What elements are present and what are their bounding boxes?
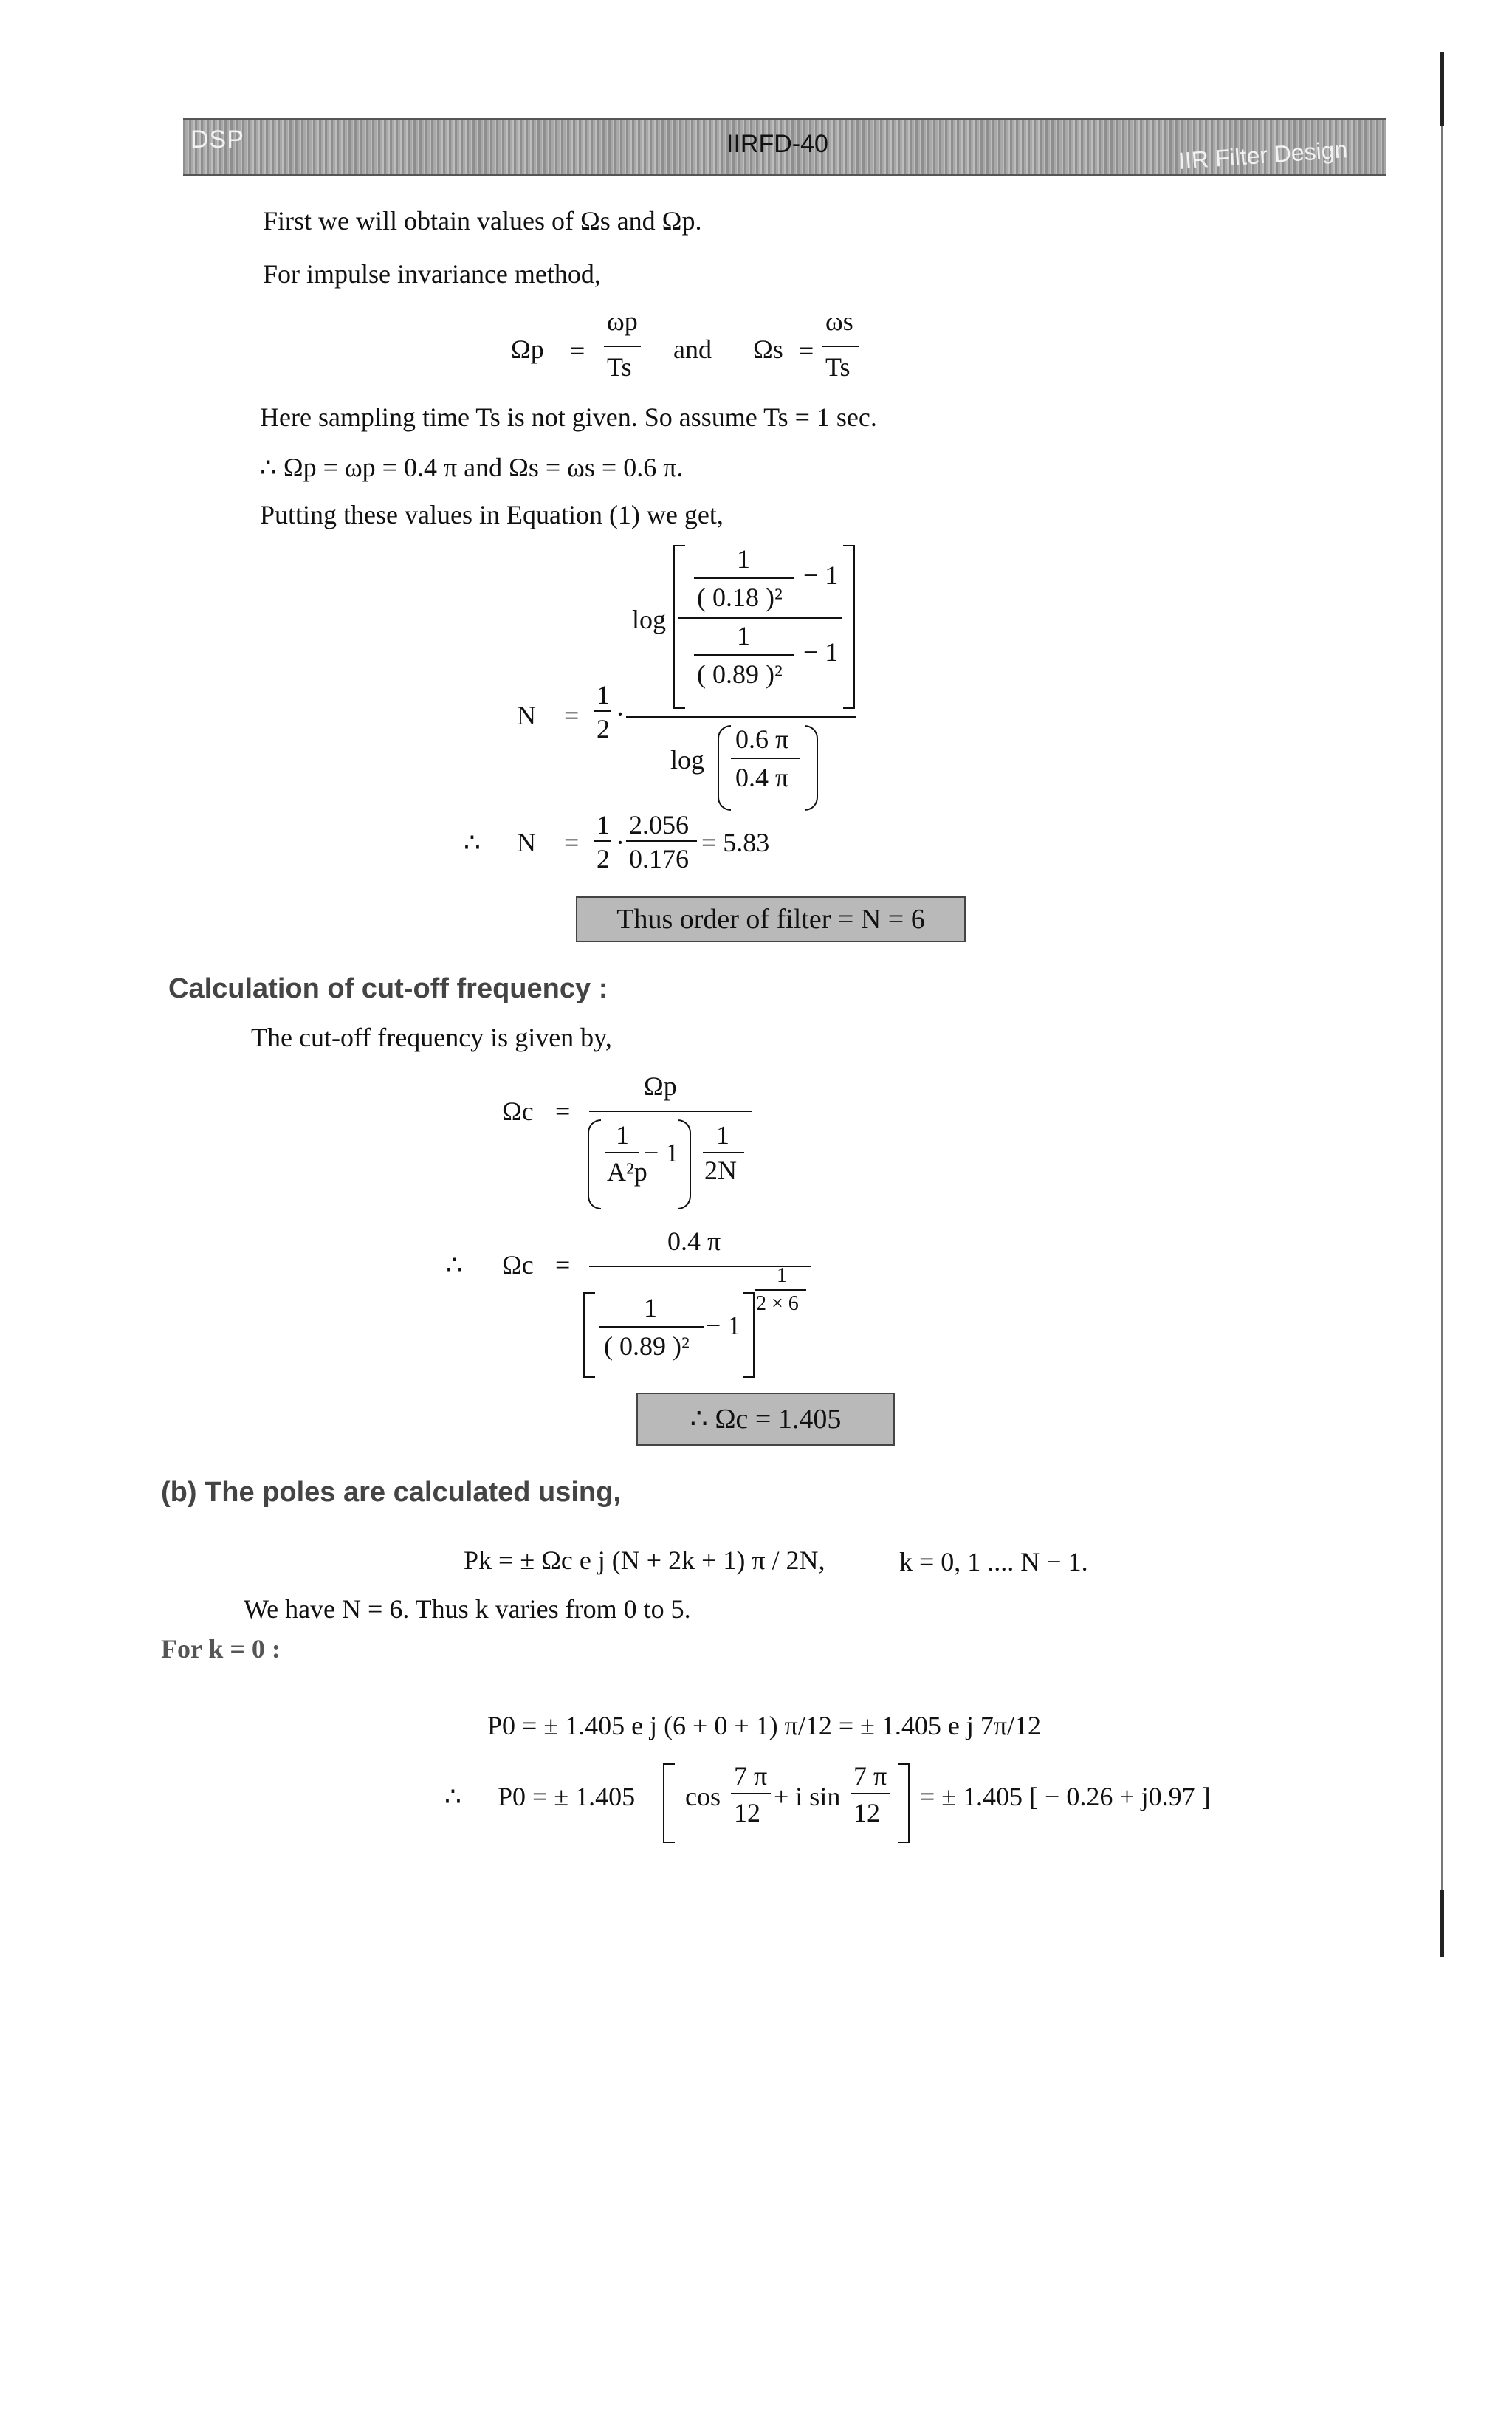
one-num-2: 1 — [644, 1293, 657, 1322]
val-den: 0.176 — [629, 844, 689, 874]
num-one-top: 1 — [737, 544, 750, 574]
N-symbol: N — [517, 701, 536, 730]
cos-frac-num: 7 π — [734, 1761, 768, 1791]
cos-frac-den: 12 — [734, 1798, 760, 1828]
intro-line-5: Putting these values in Equation (1) we get, — [260, 500, 724, 529]
fraction-line — [599, 1326, 704, 1328]
p0-line-1: P0 = ± 1.405 e j (6 + 0 + 1) π/12 = ± 1.405 e j 7π/12 — [487, 1711, 1042, 1740]
margin-mark-top — [1440, 52, 1444, 126]
therefore-2: ∴ — [446, 1250, 463, 1280]
poles-heading: (b) The poles are calculated using, — [161, 1477, 621, 1508]
one-num: 1 — [616, 1120, 629, 1150]
header-chapter: IIR Filter Design — [1177, 136, 1349, 174]
exp-den: 2N — [704, 1156, 737, 1185]
left-paren — [718, 725, 731, 811]
num-04pi: 0.4 π — [667, 1226, 721, 1256]
fraction-line — [589, 1111, 752, 1112]
half-den-2: 2 — [597, 844, 610, 874]
ap-squared: A²p — [607, 1157, 647, 1187]
fraction-line — [850, 1793, 890, 1794]
fraction-line — [626, 840, 697, 842]
fraction-line — [604, 346, 641, 347]
fraction-line — [731, 1793, 771, 1794]
fraction-line — [703, 1152, 744, 1153]
fraction-line — [822, 346, 859, 347]
intro-line-4: ∴ Ωp = ωp = 0.4 π and Ωs = ωs = 0.6 π. — [260, 453, 684, 482]
equals-N-2: = — [564, 828, 580, 857]
sin-frac-den: 12 — [853, 1798, 880, 1828]
main-fraction-line — [626, 716, 856, 718]
cutoff-heading: Calculation of cut-off frequency : — [168, 973, 608, 1004]
right-bracket-3 — [898, 1763, 910, 1843]
therefore-3: ∴ — [444, 1782, 461, 1811]
exp-num: 1 — [716, 1120, 729, 1150]
and-word: and — [673, 334, 712, 364]
poles-line: We have N = 6. Thus k varies from 0 to 5. — [244, 1594, 691, 1624]
cutoff-result-box: ∴ Ωc = 1.405 — [636, 1393, 895, 1446]
omega-c-symbol-2: Ωc — [502, 1250, 534, 1280]
equals-c-2: = — [555, 1250, 571, 1280]
ts-denominator-2: Ts — [825, 352, 850, 382]
omega-s-symbol: Ωs — [753, 334, 783, 364]
right-bracket-2 — [743, 1292, 755, 1378]
pk-formula: Pk = ± Ωc e j (N + 2k + 1) π / 2N, — [464, 1545, 825, 1575]
ts-denominator-1: Ts — [607, 352, 632, 382]
intro-line-1: First we will obtain values of Ωs and Ωp. — [263, 206, 702, 236]
omega-p-numerator: ωp — [607, 306, 638, 336]
minus-one-c-2: − 1 — [706, 1311, 741, 1340]
equals-c: = — [555, 1097, 571, 1126]
fraction-line — [755, 1289, 806, 1291]
intro-line-2: For impulse invariance method, — [263, 259, 601, 289]
ratio-num: 0.6 π — [735, 724, 789, 754]
fraction-line — [594, 710, 611, 712]
order-value: = 5.83 — [701, 828, 770, 857]
fraction-line — [694, 577, 794, 579]
log-label-2: log — [670, 745, 705, 775]
minus-one-bottom: − 1 — [803, 637, 839, 667]
left-paren — [588, 1119, 601, 1209]
right-paren — [678, 1119, 691, 1209]
intro-line-3: Here sampling time Ts is not given. So assume Ts = 1 sec. — [260, 402, 877, 432]
dot: · — [616, 699, 625, 729]
p0-lhs: P0 = ± 1.405 — [498, 1782, 636, 1811]
cutoff-intro: The cut-off frequency is given by, — [251, 1023, 612, 1052]
val-num: 2.056 — [629, 810, 689, 840]
exp2-num: 1 — [777, 1264, 787, 1287]
right-paren — [805, 725, 818, 811]
den-089-c: ( 0.89 )² — [604, 1331, 690, 1361]
dot-2: · — [616, 828, 625, 857]
omega-s-numerator: ωs — [825, 306, 853, 336]
N-symbol-2: N — [517, 828, 536, 857]
margin-line — [1441, 126, 1443, 1942]
equals-2: = — [799, 336, 814, 366]
omega-c-symbol: Ωc — [502, 1097, 534, 1126]
for-k0: For k = 0 : — [161, 1634, 281, 1664]
half-num-2: 1 — [597, 810, 610, 840]
header-subject: DSP — [190, 126, 244, 154]
minus-one-c: − 1 — [644, 1138, 679, 1167]
sin-frac-num: 7 π — [853, 1761, 887, 1791]
header-page-number: IIRFD-40 — [726, 130, 828, 158]
order-result-box: Thus order of filter = N = 6 — [576, 896, 966, 942]
left-bracket — [673, 545, 685, 709]
fraction-line — [594, 840, 611, 842]
left-bracket-2 — [583, 1292, 595, 1378]
num-one-bottom: 1 — [737, 621, 750, 651]
minus-one-top: − 1 — [803, 560, 839, 590]
isin-label: + i sin — [774, 1782, 841, 1811]
equals-1: = — [570, 336, 585, 366]
k-range: k = 0, 1 .... N − 1. — [899, 1547, 1088, 1576]
exp2-den: 2 × 6 — [756, 1292, 799, 1315]
equals-N: = — [564, 701, 580, 730]
fraction-line — [678, 617, 842, 619]
fraction-line — [605, 1152, 639, 1153]
therefore-1: ∴ — [464, 828, 481, 857]
half-num: 1 — [597, 680, 610, 710]
fraction-line — [694, 654, 794, 656]
left-bracket-3 — [663, 1763, 675, 1843]
margin-mark-bottom — [1440, 1890, 1444, 1957]
den-089: ( 0.89 )² — [697, 659, 783, 689]
omega-p-num: Ωp — [644, 1071, 677, 1101]
cos-label: cos — [685, 1782, 721, 1811]
right-bracket — [843, 545, 855, 709]
omega-p-symbol: Ωp — [511, 334, 544, 364]
half-den: 2 — [597, 714, 610, 744]
ratio-den: 0.4 π — [735, 763, 789, 792]
log-label-1: log — [632, 605, 667, 634]
p0-rhs: = ± 1.405 [ − 0.26 + j0.97 ] — [920, 1782, 1211, 1811]
fraction-line — [731, 758, 800, 759]
den-018: ( 0.18 )² — [697, 583, 783, 612]
